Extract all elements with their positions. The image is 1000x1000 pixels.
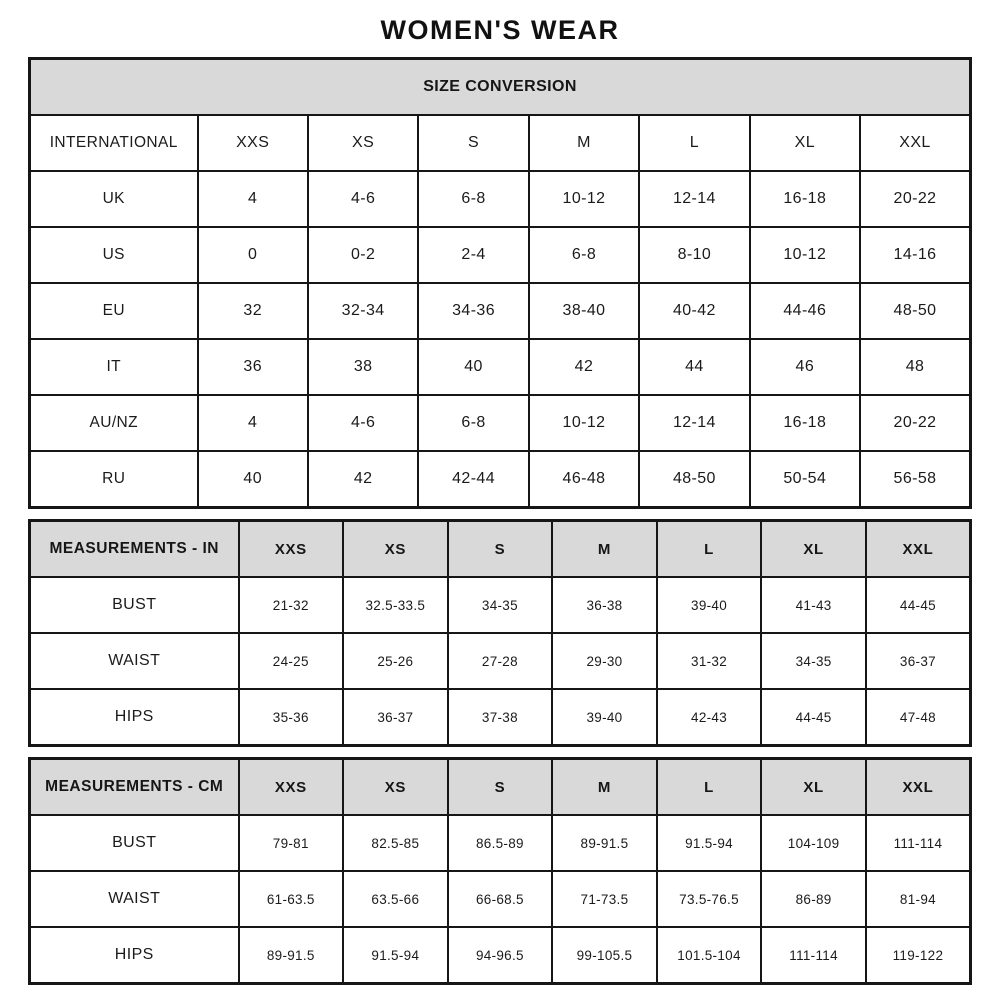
table-cell: 36-37 xyxy=(343,689,448,746)
row-label: WAIST xyxy=(30,633,239,689)
table-cell: 119-122 xyxy=(866,927,971,984)
row-label: HIPS xyxy=(30,689,239,746)
table-cell: 63.5-66 xyxy=(343,871,448,927)
measurements-in-body xyxy=(30,521,971,746)
table-row xyxy=(30,689,971,746)
page-title: WOMEN'S WEAR xyxy=(380,15,620,45)
table-cell: 36-37 xyxy=(866,633,971,689)
table-cell: 111-114 xyxy=(866,815,971,871)
row-label: BUST xyxy=(30,815,239,871)
table-cell: XS xyxy=(343,759,448,816)
table-cell: 46-48 xyxy=(529,451,639,508)
table-row xyxy=(30,115,971,171)
row-label: BUST xyxy=(30,577,239,633)
table-cell: 34-35 xyxy=(448,577,553,633)
table-cell: 14-16 xyxy=(860,227,970,283)
table-row xyxy=(30,759,971,816)
table-cell: 16-18 xyxy=(750,395,860,451)
table-cell: 39-40 xyxy=(552,689,657,746)
table-cell: 12-14 xyxy=(639,171,749,227)
table-cell: 48-50 xyxy=(639,451,749,508)
table-row xyxy=(30,227,971,283)
table-cell: 27-28 xyxy=(448,633,553,689)
table-cell: L xyxy=(657,521,762,578)
section-header: SIZE CONVERSION xyxy=(30,59,971,116)
size-conversion-table xyxy=(28,57,972,509)
row-label: MEASUREMENTS - IN xyxy=(30,521,239,578)
table-cell: 34-35 xyxy=(761,633,866,689)
table-cell: XXS xyxy=(239,521,344,578)
table-cell: 6-8 xyxy=(418,171,528,227)
table-cell: 89-91.5 xyxy=(552,815,657,871)
table-cell: 71-73.5 xyxy=(552,871,657,927)
table-cell: 42-44 xyxy=(418,451,528,508)
table-cell: 44-46 xyxy=(750,283,860,339)
table-row xyxy=(30,927,971,984)
table-cell: XXL xyxy=(860,115,970,171)
table-cell: 10-12 xyxy=(529,171,639,227)
table-cell: 99-105.5 xyxy=(552,927,657,984)
table-cell: 40 xyxy=(418,339,528,395)
table-cell: 29-30 xyxy=(552,633,657,689)
table-cell: 40-42 xyxy=(639,283,749,339)
table-cell: 47-48 xyxy=(866,689,971,746)
table-cell: 0-2 xyxy=(308,227,418,283)
table-cell: 39-40 xyxy=(657,577,762,633)
table-cell: 31-32 xyxy=(657,633,762,689)
table-cell: 66-68.5 xyxy=(448,871,553,927)
table-cell: 32 xyxy=(198,283,308,339)
table-cell: 111-114 xyxy=(761,927,866,984)
row-label: AU/NZ xyxy=(30,395,198,451)
table-cell: S xyxy=(448,521,553,578)
table-cell: 16-18 xyxy=(750,171,860,227)
table-cell: 4 xyxy=(198,171,308,227)
table-cell: 73.5-76.5 xyxy=(657,871,762,927)
table-cell: 4-6 xyxy=(308,395,418,451)
table-cell: 50-54 xyxy=(750,451,860,508)
row-label: EU xyxy=(30,283,198,339)
table-cell: XL xyxy=(761,759,866,816)
table-cell: 40 xyxy=(198,451,308,508)
size-conversion-body xyxy=(30,59,971,508)
table-cell: 21-32 xyxy=(239,577,344,633)
row-label: IT xyxy=(30,339,198,395)
measurements-in-table xyxy=(28,519,972,747)
table-cell: 25-26 xyxy=(343,633,448,689)
table-row xyxy=(30,451,971,508)
table-row xyxy=(30,815,971,871)
table-cell: 44 xyxy=(639,339,749,395)
table-row xyxy=(30,577,971,633)
table-cell: 36 xyxy=(198,339,308,395)
table-cell: XXL xyxy=(866,521,971,578)
table-cell: 20-22 xyxy=(860,171,970,227)
table-cell: 38 xyxy=(308,339,418,395)
table-cell: M xyxy=(529,115,639,171)
table-row xyxy=(30,395,971,451)
table-cell: XXL xyxy=(866,759,971,816)
table-cell: 48-50 xyxy=(860,283,970,339)
table-cell: 86.5-89 xyxy=(448,815,553,871)
table-row xyxy=(30,633,971,689)
measurements-cm-body xyxy=(30,759,971,984)
table-cell: 6-8 xyxy=(529,227,639,283)
table-cell: XS xyxy=(308,115,418,171)
table-cell: 32.5-33.5 xyxy=(343,577,448,633)
row-label: UK xyxy=(30,171,198,227)
table-cell: XXS xyxy=(198,115,308,171)
table-cell: 41-43 xyxy=(761,577,866,633)
table-cell: 44-45 xyxy=(866,577,971,633)
table-cell: 42 xyxy=(529,339,639,395)
table-row xyxy=(30,283,971,339)
table-row xyxy=(30,339,971,395)
table-cell: M xyxy=(552,521,657,578)
table-cell: 35-36 xyxy=(239,689,344,746)
row-label: WAIST xyxy=(30,871,239,927)
table-cell: 8-10 xyxy=(639,227,749,283)
table-cell: 89-91.5 xyxy=(239,927,344,984)
row-label: US xyxy=(30,227,198,283)
table-cell: 48 xyxy=(860,339,970,395)
table-cell: 44-45 xyxy=(761,689,866,746)
table-cell: 24-25 xyxy=(239,633,344,689)
table-cell: 79-81 xyxy=(239,815,344,871)
table-cell: 91.5-94 xyxy=(343,927,448,984)
table-row xyxy=(30,871,971,927)
table-cell: 42-43 xyxy=(657,689,762,746)
table-cell: 12-14 xyxy=(639,395,749,451)
table-cell: 81-94 xyxy=(866,871,971,927)
table-row xyxy=(30,521,971,578)
table-cell: 10-12 xyxy=(529,395,639,451)
table-row xyxy=(30,59,971,116)
table-cell: 91.5-94 xyxy=(657,815,762,871)
table-cell: 46 xyxy=(750,339,860,395)
row-label: HIPS xyxy=(30,927,239,984)
table-cell: 61-63.5 xyxy=(239,871,344,927)
table-cell: 86-89 xyxy=(761,871,866,927)
table-cell: 6-8 xyxy=(418,395,528,451)
table-cell: 42 xyxy=(308,451,418,508)
table-row xyxy=(30,171,971,227)
row-label: INTERNATIONAL xyxy=(30,115,198,171)
table-cell: 2-4 xyxy=(418,227,528,283)
table-cell: XXS xyxy=(239,759,344,816)
table-cell: 32-34 xyxy=(308,283,418,339)
table-cell: 104-109 xyxy=(761,815,866,871)
table-cell: 20-22 xyxy=(860,395,970,451)
table-cell: 101.5-104 xyxy=(657,927,762,984)
table-cell: M xyxy=(552,759,657,816)
table-cell: S xyxy=(418,115,528,171)
table-cell: 0 xyxy=(198,227,308,283)
table-cell: 36-38 xyxy=(552,577,657,633)
row-label: MEASUREMENTS - CM xyxy=(30,759,239,816)
table-cell: XL xyxy=(761,521,866,578)
table-cell: 10-12 xyxy=(750,227,860,283)
table-cell: 4 xyxy=(198,395,308,451)
table-cell: 56-58 xyxy=(860,451,970,508)
table-cell: S xyxy=(448,759,553,816)
table-cell: 34-36 xyxy=(418,283,528,339)
table-cell: 37-38 xyxy=(448,689,553,746)
table-cell: 82.5-85 xyxy=(343,815,448,871)
row-label: RU xyxy=(30,451,198,508)
table-cell: 4-6 xyxy=(308,171,418,227)
table-cell: L xyxy=(657,759,762,816)
table-cell: L xyxy=(639,115,749,171)
measurements-cm-table xyxy=(28,757,972,985)
table-cell: XS xyxy=(343,521,448,578)
table-cell: XL xyxy=(750,115,860,171)
table-cell: 94-96.5 xyxy=(448,927,553,984)
table-cell: 38-40 xyxy=(529,283,639,339)
